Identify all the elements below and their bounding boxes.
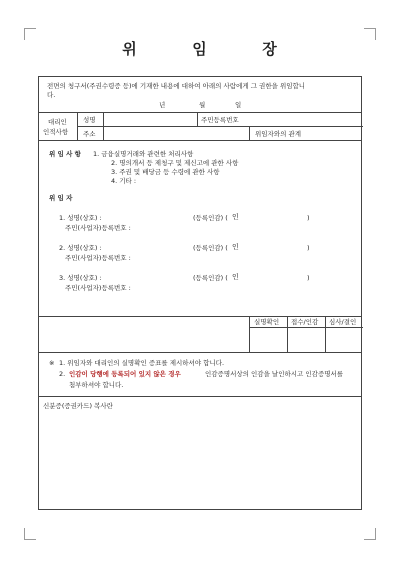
agent-relation-label: 위임자와의 관계 [255,130,302,138]
delegation-label: 위 임 사 항 [49,150,81,158]
delegation-item-3: 3. 주권 및 배당금 등 수령에 관한 사항 [111,168,220,176]
delegator-2-seal: (등록인감) ( [193,244,228,252]
date-year-label: 년 [159,101,166,109]
delegation-item-2: 2. 명의개서 등 제청구 및 제신고에 관한 사항 [111,159,239,167]
agent-section [39,113,361,141]
seal-icon: 인 [232,213,239,221]
intro-text-line1: 전면의 청구서(주권수령증 등)에 기재한 내용에 대하여 아래의 사람에게 그 권한을 위임합니 [47,82,306,90]
note-2-num: 2. [59,370,66,378]
delegator-2-name: 2. 성명(상호) : [59,244,102,252]
agent-id-label: 주민등록번호 [201,116,239,124]
delegator-1-name: 1. 성명(상호) : [59,214,102,222]
agent-name-label: 성명 [83,116,96,124]
delegation-section [39,141,361,317]
agent-address-label: 주소 [83,130,96,138]
title-char: 위 [122,40,138,58]
delegator-label: 위 임 자 [49,194,73,202]
confirm-header-realname: 실명확인 [254,318,280,326]
id-copy-label: 신분증(증권카드) 복사란 [43,402,113,410]
agent-header-line2: 인적사항 [43,128,69,136]
note-2-emphasis: 인감이 당행에 등록되어 있지 않은 경우 [69,370,181,378]
id-copy-section [39,397,361,509]
confirm-header-receipt: 접수/인감 [291,318,319,326]
title-char: 장 [262,40,278,58]
seal-close: ) [307,274,310,282]
confirmation-section [39,317,361,353]
seal-icon: 인 [232,273,239,281]
delegator-1-id: 주민(사업자)등록번호 : [65,224,131,232]
crop-mark-bottom-right [364,528,376,540]
intro-text-line2: 다. [47,91,56,99]
document-title [0,38,400,59]
intro-section [39,77,361,113]
delegator-3-seal: (등록인감) ( [193,274,228,282]
note-2-rest: 인감증명서상의 인감을 날인하시고 인감증명서를 [205,370,344,378]
title-char: 임 [192,40,208,58]
confirm-header-review: 심사/결인 [329,318,357,326]
delegator-1-seal: (등록인감) ( [193,214,228,222]
date-day-label: 일 [235,101,242,109]
delegator-3-id: 주민(사업자)등록번호 : [65,284,131,292]
note-3: 첨부하셔야 합니다. [69,381,124,389]
notes-section [39,353,361,397]
delegation-item-4: 4. 기타 : [111,177,137,185]
power-of-attorney-form [38,76,362,510]
agent-header-line1: 대리인 [48,118,67,126]
note-1: 1. 위임자와 대리인의 실명확인 증표를 제시하셔야 합니다. [59,359,225,367]
seal-close: ) [307,244,310,252]
seal-icon: 인 [232,243,239,251]
delegator-2-id: 주민(사업자)등록번호 : [65,254,131,262]
delegation-item-1: 1. 금융실명거래와 관련한 처리사항 [93,150,194,158]
delegator-3-name: 3. 성명(상호) : [59,274,102,282]
crop-mark-bottom-left [24,528,36,540]
notes-prefix: ※ [49,359,55,367]
seal-close: ) [307,214,310,222]
date-month-label: 월 [199,101,206,109]
